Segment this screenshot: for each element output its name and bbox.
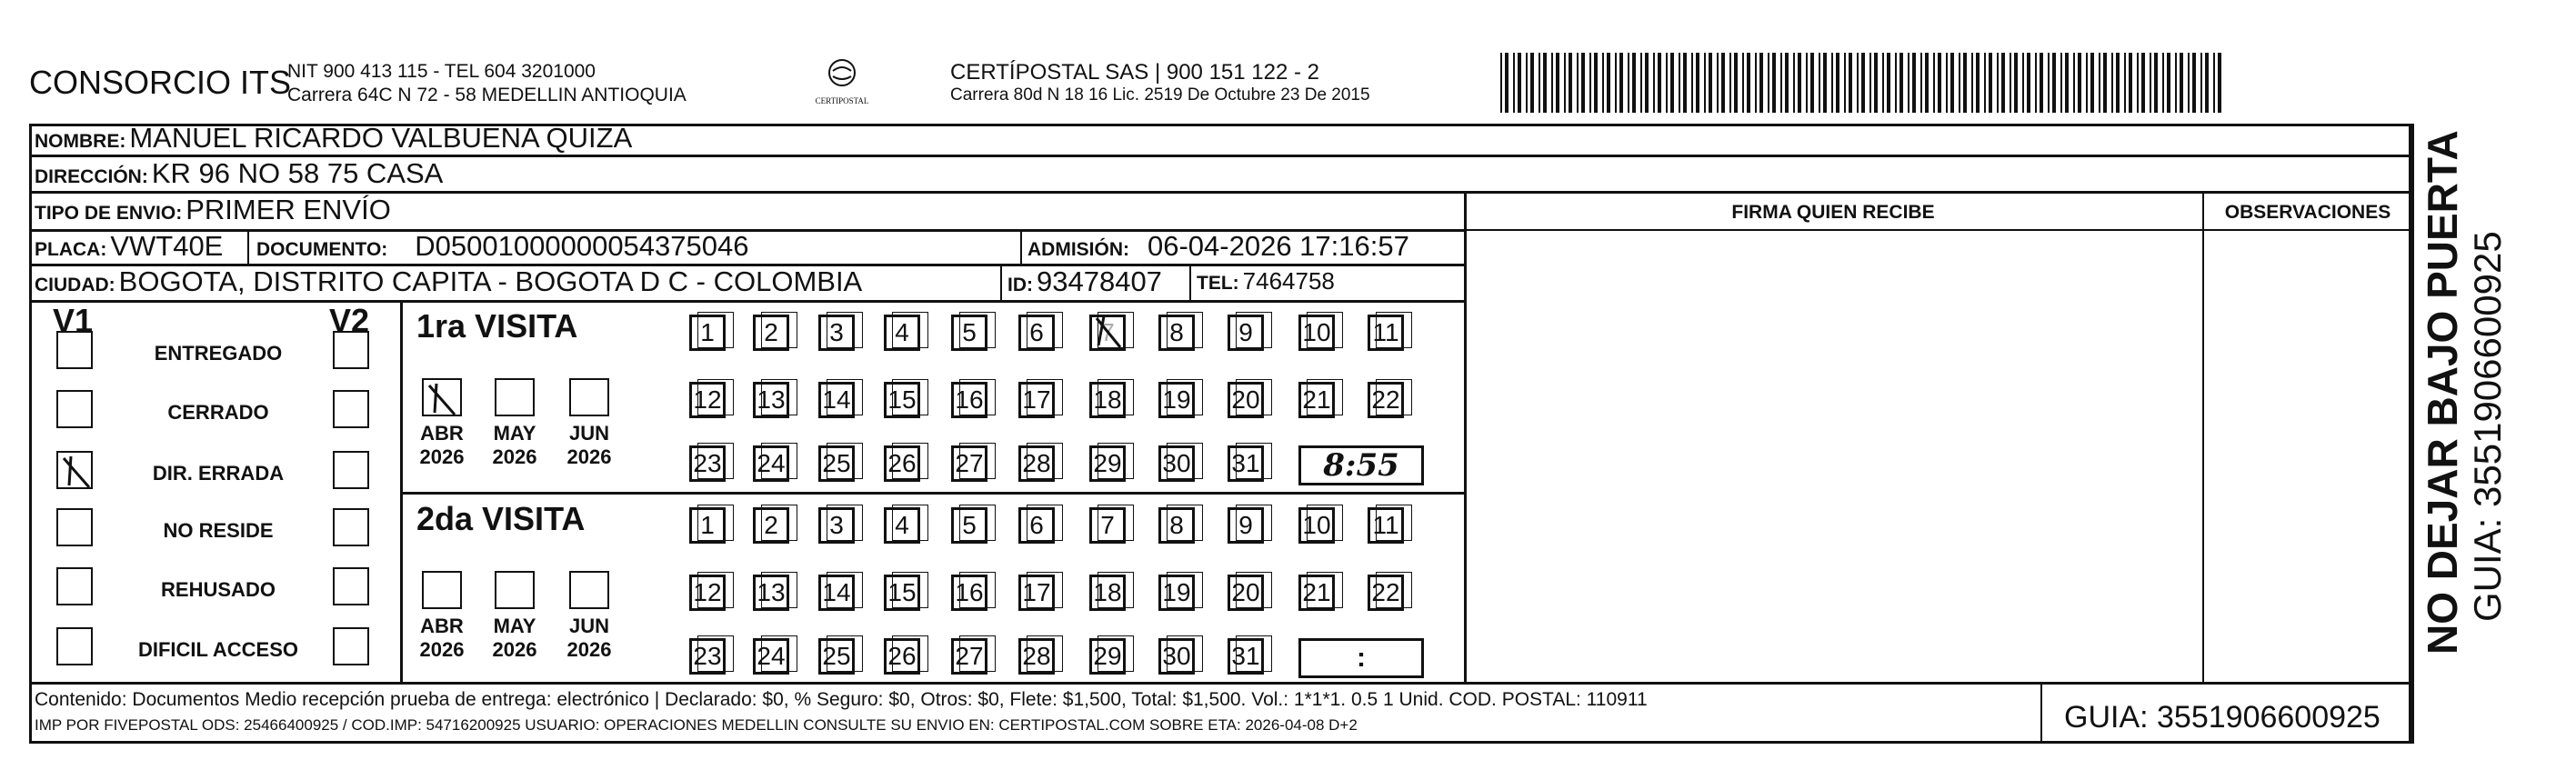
day-box[interactable] bbox=[951, 638, 987, 675]
day-box[interactable] bbox=[1228, 315, 1264, 351]
day-box-shadow bbox=[1167, 505, 1203, 541]
day-box-shadow bbox=[1236, 443, 1272, 479]
day-box-shadow bbox=[1098, 635, 1134, 672]
day-box-shadow bbox=[1098, 572, 1134, 608]
month-checkbox[interactable] bbox=[495, 378, 535, 416]
day-number: 21 bbox=[1302, 385, 1331, 414]
status-label: CERRADO bbox=[167, 401, 269, 424]
day-number: 28 bbox=[1022, 449, 1051, 477]
day-box[interactable] bbox=[1089, 315, 1126, 351]
day-box[interactable] bbox=[1228, 575, 1264, 611]
day-box[interactable] bbox=[1368, 382, 1404, 418]
day-box-shadow bbox=[1236, 379, 1272, 415]
no-dejar-warning: NO DEJAR BAJO PUERTA bbox=[2419, 130, 2466, 655]
tipo-envio-row bbox=[35, 194, 391, 226]
day-number: 14 bbox=[822, 385, 851, 414]
day-box-shadow bbox=[1027, 505, 1063, 541]
v2-label: V2 bbox=[329, 302, 370, 339]
day-box-shadow bbox=[959, 312, 996, 348]
day-box[interactable] bbox=[951, 382, 987, 418]
day-box-shadow bbox=[1167, 635, 1203, 672]
day-box-shadow bbox=[827, 572, 863, 608]
placa-label: PLACA: bbox=[35, 239, 107, 260]
day-number: 13 bbox=[757, 578, 786, 606]
day-box-shadow bbox=[1236, 635, 1272, 672]
certipostal-line: CERTÍPOSTAL SAS | 900 151 122 - 2 bbox=[950, 60, 1319, 85]
day-box-shadow bbox=[1027, 379, 1063, 415]
day-number: 29 bbox=[1093, 642, 1122, 670]
status-label: NO RESIDE bbox=[163, 519, 274, 542]
day-box[interactable] bbox=[1298, 382, 1335, 418]
month-checkbox[interactable] bbox=[422, 378, 462, 416]
day-number: 25 bbox=[822, 642, 851, 670]
day-number: 13 bbox=[757, 385, 786, 414]
day-box[interactable] bbox=[818, 575, 855, 611]
day-number: 6 bbox=[1029, 318, 1044, 346]
day-number: 7 bbox=[1100, 511, 1115, 539]
imp-line: IMP POR FIVEPOSTAL ODS: 25466400925 / COD.IMP: 54716200925 USUARIO: OPERACIONES MEDELLIN CONSULTE SU ENVIO EN: CERTIPOSTAL.COM SOBRE ETA: 2026-04-08 D+2 bbox=[35, 716, 1358, 734]
day-box-shadow bbox=[1307, 572, 1343, 608]
day-box[interactable] bbox=[1018, 507, 1055, 544]
status-v2-checkbox[interactable] bbox=[333, 331, 369, 369]
day-box-shadow bbox=[892, 505, 928, 541]
month-checkbox[interactable] bbox=[569, 571, 609, 609]
nit-line: NIT 900 413 115 - TEL 604 3201000 bbox=[287, 61, 596, 82]
day-number: 1 bbox=[700, 511, 715, 539]
day-box-shadow bbox=[697, 312, 734, 348]
day-number: 24 bbox=[757, 449, 786, 477]
status-label: REHUSADO bbox=[161, 578, 276, 601]
day-number: 12 bbox=[693, 578, 722, 606]
contenido-line: Contenido: Documentos Medio recepción prueba de entrega: electrónico | Declarado: $0, % Seguro: $0, Otros: $0, Flete: $1,500, Total: $1,500. Vol.: 1*1*1. 0.5 1 Unid. COD. POSTAL: 110911 bbox=[35, 689, 1648, 710]
day-box-shadow bbox=[1027, 443, 1063, 479]
nombre-value: MANUEL RICARDO VALBUENA QUIZA bbox=[129, 122, 633, 154]
day-box-shadow bbox=[1236, 572, 1272, 608]
day-box-shadow bbox=[892, 572, 928, 608]
month-label: MAY 2026 bbox=[492, 615, 537, 661]
day-box[interactable] bbox=[1228, 507, 1264, 544]
day-box-shadow bbox=[892, 635, 928, 672]
day-box[interactable] bbox=[1018, 315, 1055, 351]
day-box[interactable] bbox=[884, 638, 920, 675]
day-box[interactable] bbox=[753, 507, 789, 544]
day-box[interactable] bbox=[689, 382, 726, 418]
side-guia: GUIA: 3551906600925 bbox=[2466, 231, 2509, 622]
day-box[interactable] bbox=[884, 315, 920, 351]
day-box-shadow bbox=[1027, 635, 1063, 672]
status-v1-checkbox[interactable] bbox=[56, 331, 93, 369]
day-number: 26 bbox=[887, 642, 917, 670]
day-box-shadow bbox=[1376, 379, 1412, 415]
day-box-shadow bbox=[761, 379, 797, 415]
day-box-shadow bbox=[1027, 312, 1063, 348]
admision-label: ADMISIÓN: bbox=[1027, 239, 1129, 260]
day-number: 2 bbox=[764, 511, 778, 539]
day-number: 18 bbox=[1093, 578, 1122, 606]
day-box[interactable] bbox=[1018, 382, 1055, 418]
day-number: 27 bbox=[955, 642, 984, 670]
day-number: 5 bbox=[962, 318, 977, 346]
company-address: Carrera 64C N 72 - 58 MEDELLIN ANTIOQUIA bbox=[287, 85, 687, 105]
day-number: 9 bbox=[1238, 318, 1253, 346]
day-number: 12 bbox=[693, 385, 722, 414]
day-number: 19 bbox=[1162, 385, 1191, 414]
status-v1-checkbox[interactable] bbox=[56, 390, 93, 428]
day-box[interactable] bbox=[689, 507, 726, 544]
observaciones-label: OBSERVACIONES bbox=[2224, 202, 2391, 223]
day-number: 10 bbox=[1302, 318, 1331, 346]
day-box-shadow bbox=[1167, 443, 1203, 479]
day-box[interactable] bbox=[951, 507, 987, 544]
day-box[interactable] bbox=[753, 315, 789, 351]
day-number: 20 bbox=[1231, 385, 1260, 414]
tipo-envio-value: PRIMER ENVÍO bbox=[185, 194, 391, 225]
day-number: 7 bbox=[1100, 318, 1115, 346]
month-checkbox[interactable] bbox=[495, 571, 535, 609]
tel-label: TEL: bbox=[1197, 273, 1239, 294]
day-number: 8 bbox=[1169, 511, 1184, 539]
day-box-shadow bbox=[1027, 572, 1063, 608]
day-number: 16 bbox=[955, 578, 984, 606]
status-v2-checkbox[interactable] bbox=[333, 451, 369, 489]
direccion-value: KR 96 NO 58 75 CASA bbox=[151, 157, 444, 189]
day-number: 21 bbox=[1302, 578, 1331, 606]
day-number: 14 bbox=[822, 578, 851, 606]
day-box-shadow bbox=[1098, 443, 1134, 479]
day-number: 30 bbox=[1162, 642, 1191, 670]
company-info bbox=[287, 60, 687, 107]
day-box[interactable] bbox=[1158, 507, 1195, 544]
documento-value: D05001000000054375046 bbox=[415, 230, 749, 262]
time-box[interactable]: : bbox=[1298, 638, 1424, 678]
month-label: JUN 2026 bbox=[566, 615, 612, 661]
day-box-shadow bbox=[959, 505, 996, 541]
day-box-shadow bbox=[761, 635, 797, 672]
tel-value: 7464758 bbox=[1242, 267, 1335, 295]
day-number: 2 bbox=[764, 318, 778, 346]
check-mark-icon bbox=[424, 380, 460, 418]
day-box-shadow bbox=[1376, 572, 1412, 608]
day-number: 3 bbox=[829, 318, 844, 346]
documento-row bbox=[256, 230, 748, 263]
certipostal-logo bbox=[809, 56, 875, 107]
status-v2-checkbox[interactable] bbox=[333, 390, 369, 428]
day-box[interactable] bbox=[951, 575, 987, 611]
day-box-shadow bbox=[1167, 572, 1203, 608]
day-box-shadow bbox=[1236, 505, 1272, 541]
day-check-mark-icon bbox=[1089, 315, 1126, 351]
check-mark-icon bbox=[58, 453, 95, 491]
day-box[interactable] bbox=[1368, 507, 1404, 544]
status-label: ENTREGADO bbox=[154, 342, 283, 365]
day-number: 24 bbox=[757, 642, 786, 670]
day-number: 15 bbox=[887, 578, 917, 606]
day-box-shadow bbox=[697, 572, 734, 608]
day-number: 4 bbox=[895, 318, 909, 346]
admision-row bbox=[1027, 230, 1409, 263]
day-box[interactable] bbox=[818, 507, 855, 544]
logo-text: CERTIPOSTAL bbox=[815, 96, 869, 105]
visit-title: 1ra VISITA bbox=[416, 307, 578, 345]
day-number: 28 bbox=[1022, 642, 1051, 670]
certipostal-address: Carrera 80d N 18 16 Lic. 2519 De Octubre 23 De 2015 bbox=[950, 85, 1370, 105]
admision-value: 06-04-2026 17:16:57 bbox=[1148, 230, 1409, 262]
status-v1-checkbox[interactable] bbox=[56, 508, 93, 546]
day-number: 26 bbox=[887, 449, 917, 477]
id-label: ID: bbox=[1007, 275, 1033, 295]
day-box[interactable] bbox=[753, 382, 789, 418]
day-number: 17 bbox=[1022, 578, 1051, 606]
day-number: 16 bbox=[955, 385, 984, 414]
day-number: 3 bbox=[829, 511, 844, 539]
day-box[interactable] bbox=[951, 445, 987, 482]
day-box-shadow bbox=[697, 505, 734, 541]
day-box[interactable] bbox=[1228, 445, 1264, 482]
month-label: MAY 2026 bbox=[492, 422, 537, 468]
day-box[interactable] bbox=[1089, 638, 1126, 675]
day-box[interactable] bbox=[1158, 575, 1195, 611]
day-box[interactable] bbox=[884, 575, 920, 611]
id-value: 93478407 bbox=[1037, 265, 1162, 297]
day-number: 22 bbox=[1371, 578, 1400, 606]
status-v2-checkbox[interactable] bbox=[333, 627, 369, 665]
ciudad-row bbox=[35, 265, 862, 298]
day-box-shadow bbox=[1307, 312, 1343, 348]
status-label: DIFICIL ACCESO bbox=[137, 638, 298, 661]
month-checkbox[interactable] bbox=[569, 378, 609, 416]
day-box-shadow bbox=[1098, 505, 1134, 541]
day-box-shadow bbox=[959, 443, 996, 479]
day-box-shadow bbox=[827, 443, 863, 479]
day-number: 8 bbox=[1169, 318, 1184, 346]
day-box[interactable] bbox=[1298, 315, 1335, 351]
day-box-shadow bbox=[1376, 312, 1412, 348]
status-v1-checkbox[interactable] bbox=[56, 451, 93, 489]
day-box-shadow bbox=[827, 635, 863, 672]
month-label: ABR 2026 bbox=[419, 615, 465, 661]
day-box[interactable] bbox=[1018, 575, 1055, 611]
day-box[interactable] bbox=[951, 315, 987, 351]
time-box[interactable]: 8:55 bbox=[1298, 445, 1424, 485]
day-number: 1 bbox=[700, 318, 715, 346]
direccion-row bbox=[35, 157, 443, 190]
day-box-shadow bbox=[827, 505, 863, 541]
day-box-shadow bbox=[892, 443, 928, 479]
status-label: DIR. ERRADA bbox=[152, 462, 285, 485]
id-row bbox=[1007, 265, 1162, 298]
ciudad-value: BOGOTA, DISTRITO CAPITA - BOGOTA D C - COLOMBIA bbox=[118, 265, 863, 297]
ciudad-label: CIUDAD: bbox=[35, 275, 115, 295]
day-box-shadow bbox=[761, 312, 797, 348]
day-box[interactable] bbox=[753, 445, 789, 482]
day-number: 10 bbox=[1302, 511, 1331, 539]
day-number: 31 bbox=[1231, 642, 1260, 670]
day-box[interactable] bbox=[1298, 575, 1335, 611]
day-box-shadow bbox=[1167, 312, 1203, 348]
day-box[interactable] bbox=[884, 382, 920, 418]
day-box-shadow bbox=[959, 635, 996, 672]
day-box-shadow bbox=[892, 379, 928, 415]
day-number: 5 bbox=[962, 511, 977, 539]
day-box-shadow bbox=[761, 505, 797, 541]
status-v2-checkbox[interactable] bbox=[333, 567, 369, 605]
logo-emblem-icon bbox=[809, 56, 875, 93]
day-box-shadow bbox=[827, 379, 863, 415]
day-box[interactable] bbox=[884, 445, 920, 482]
firma-label: FIRMA QUIEN RECIBE bbox=[1731, 202, 1935, 223]
v1-label: V1 bbox=[53, 302, 94, 339]
day-box[interactable] bbox=[1368, 575, 1404, 611]
footer-guia: GUIA: 3551906600925 bbox=[2064, 700, 2381, 735]
day-box-shadow bbox=[1307, 505, 1343, 541]
day-number: 11 bbox=[1372, 318, 1399, 346]
day-box-shadow bbox=[1236, 312, 1272, 348]
day-number: 18 bbox=[1093, 385, 1122, 414]
day-box[interactable] bbox=[1018, 638, 1055, 675]
status-v2-checkbox[interactable] bbox=[333, 508, 369, 546]
day-box[interactable] bbox=[1018, 445, 1055, 482]
day-number: 20 bbox=[1231, 578, 1260, 606]
day-number: 25 bbox=[822, 449, 851, 477]
day-number: 31 bbox=[1231, 449, 1260, 477]
direccion-label: DIRECCIÓN: bbox=[35, 166, 148, 187]
day-box-shadow bbox=[697, 443, 734, 479]
nombre-row bbox=[35, 122, 632, 155]
day-box[interactable] bbox=[1158, 382, 1195, 418]
day-number: 11 bbox=[1372, 511, 1399, 539]
day-box-shadow bbox=[892, 312, 928, 348]
day-box[interactable] bbox=[689, 445, 726, 482]
day-number: 15 bbox=[887, 385, 917, 414]
day-number: 6 bbox=[1029, 511, 1044, 539]
day-number: 19 bbox=[1162, 578, 1191, 606]
company-name: CONSORCIO ITS bbox=[29, 64, 292, 101]
day-box-shadow bbox=[1376, 505, 1412, 541]
day-box-shadow bbox=[1307, 379, 1343, 415]
day-box[interactable] bbox=[1089, 575, 1126, 611]
day-box-shadow bbox=[827, 312, 863, 348]
day-box[interactable] bbox=[753, 575, 789, 611]
month-checkbox[interactable] bbox=[422, 571, 462, 609]
day-box[interactable] bbox=[884, 507, 920, 544]
barcode bbox=[1500, 53, 2228, 116]
day-box-shadow bbox=[1167, 379, 1203, 415]
day-box[interactable] bbox=[1298, 507, 1335, 544]
day-box[interactable] bbox=[753, 638, 789, 675]
day-number: 9 bbox=[1238, 511, 1253, 539]
day-box[interactable] bbox=[1089, 507, 1126, 544]
status-v1-checkbox[interactable] bbox=[56, 627, 93, 665]
day-box[interactable] bbox=[1158, 445, 1195, 482]
nombre-label: NOMBRE: bbox=[35, 131, 126, 152]
day-number: 27 bbox=[955, 449, 984, 477]
day-box[interactable] bbox=[689, 638, 726, 675]
tipo-envio-label: TIPO DE ENVIO: bbox=[35, 203, 183, 224]
day-number: 17 bbox=[1022, 385, 1051, 414]
day-box[interactable] bbox=[1089, 445, 1126, 482]
day-box-shadow bbox=[697, 635, 734, 672]
placa-value: VWT40E bbox=[110, 230, 224, 262]
day-box[interactable] bbox=[1158, 315, 1195, 351]
day-number: 29 bbox=[1093, 449, 1122, 477]
day-number: 22 bbox=[1371, 385, 1400, 414]
day-number: 4 bbox=[895, 511, 909, 539]
day-box-shadow bbox=[1098, 379, 1134, 415]
certipostal-info bbox=[950, 60, 1370, 105]
day-box[interactable] bbox=[1089, 382, 1126, 418]
month-label: JUN 2026 bbox=[566, 422, 612, 468]
day-box-shadow bbox=[959, 379, 996, 415]
day-number: 30 bbox=[1162, 449, 1191, 477]
day-box-shadow bbox=[761, 443, 797, 479]
day-number: 23 bbox=[693, 449, 722, 477]
month-label: ABR 2026 bbox=[419, 422, 465, 468]
day-box[interactable] bbox=[1228, 382, 1264, 418]
tel-row bbox=[1197, 267, 1335, 295]
placa-row bbox=[35, 230, 223, 263]
day-box[interactable] bbox=[1368, 315, 1404, 351]
day-box[interactable] bbox=[818, 445, 855, 482]
day-box[interactable] bbox=[1228, 638, 1264, 675]
side-text bbox=[2419, 130, 2510, 655]
day-box-shadow bbox=[761, 572, 797, 608]
status-v1-checkbox[interactable] bbox=[56, 567, 93, 605]
visit-title: 2da VISITA bbox=[416, 500, 586, 537]
day-box[interactable] bbox=[689, 315, 726, 351]
day-box[interactable] bbox=[818, 382, 855, 418]
day-box-shadow bbox=[959, 572, 996, 608]
day-number: 23 bbox=[693, 642, 722, 670]
day-box[interactable] bbox=[689, 575, 726, 611]
documento-label: DOCUMENTO: bbox=[256, 239, 388, 260]
day-box-shadow bbox=[697, 379, 734, 415]
day-box[interactable] bbox=[818, 638, 855, 675]
day-box[interactable] bbox=[1158, 638, 1195, 675]
day-box[interactable] bbox=[818, 315, 855, 351]
